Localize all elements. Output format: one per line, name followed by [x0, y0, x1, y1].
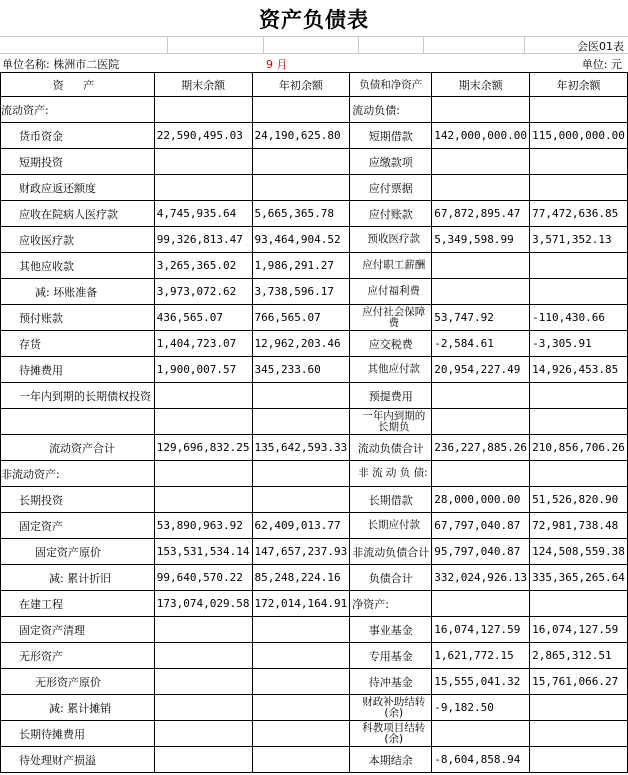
grid-line — [167, 37, 168, 53]
liability-end-value: -2,584.61 — [432, 331, 530, 357]
header-liab-end: 期末余额 — [432, 73, 530, 97]
liability-end-value: 16,074,127.59 — [432, 617, 530, 643]
header-grid-row — [0, 36, 628, 54]
asset-end-value — [154, 461, 252, 487]
liability-label: 流动负债: — [350, 97, 432, 123]
asset-begin-value — [252, 487, 350, 513]
asset-begin-value — [252, 409, 350, 435]
asset-begin-value — [252, 669, 350, 695]
liability-label: 待冲基金 — [350, 669, 432, 695]
report-month: 9 月 — [266, 58, 288, 71]
asset-label: 非流动资产: — [1, 461, 155, 487]
table-row — [1, 279, 628, 305]
asset-label: 减: 坏账准备 — [1, 279, 155, 305]
liability-end-value — [432, 721, 530, 747]
liability-begin-value — [530, 383, 628, 409]
liability-end-value — [432, 175, 530, 201]
asset-begin-value: 62,409,013.77 — [252, 513, 350, 539]
liability-label: 非 流 动 负 债: — [350, 461, 432, 487]
asset-label: 流动资产: — [1, 97, 155, 123]
asset-begin-value: 3,738,596.17 — [252, 279, 350, 305]
liability-label: 净资产: — [350, 591, 432, 617]
asset-begin-value — [252, 721, 350, 747]
liability-label: 流动负债合计 — [350, 435, 432, 461]
asset-label: 无形资产原价 — [1, 669, 155, 695]
liability-end-value — [432, 149, 530, 175]
liability-end-value: 332,024,926.13 — [432, 565, 530, 591]
asset-end-value: 153,531,534.14 — [154, 539, 252, 565]
asset-end-value — [154, 383, 252, 409]
asset-end-value: 4,745,935.64 — [154, 201, 252, 227]
liability-label: 财政补助结转(余) — [350, 695, 432, 721]
asset-end-value: 1,404,723.07 — [154, 331, 252, 357]
asset-end-value — [154, 695, 252, 721]
liability-label: 应付票据 — [350, 175, 432, 201]
table-row — [1, 513, 628, 539]
liability-begin-value: 15,761,066.27 — [530, 669, 628, 695]
asset-end-value — [154, 409, 252, 435]
asset-begin-value — [252, 383, 350, 409]
asset-end-value — [154, 747, 252, 773]
liability-begin-value: 51,526,820.90 — [530, 487, 628, 513]
grid-line — [423, 37, 424, 53]
liability-label: 应付福利费 — [350, 279, 432, 305]
asset-end-value — [154, 669, 252, 695]
liability-begin-value — [530, 409, 628, 435]
liability-label: 应交税费 — [350, 331, 432, 357]
asset-begin-value — [252, 149, 350, 175]
organization-name: 单位名称: 株洲市二医院 — [2, 58, 120, 71]
table-row — [1, 617, 628, 643]
liability-begin-value: -110,430.66 — [530, 305, 628, 331]
table-row — [1, 383, 628, 409]
report-title: 资产负债表 — [259, 7, 369, 32]
table-row — [1, 435, 628, 461]
liability-begin-value — [530, 461, 628, 487]
asset-begin-value: 5,665,365.78 — [252, 201, 350, 227]
asset-end-value: 99,640,570.22 — [154, 565, 252, 591]
liability-end-value: 1,621,772.15 — [432, 643, 530, 669]
table-row — [1, 149, 628, 175]
liability-end-value: -9,182.50 — [432, 695, 530, 721]
liability-label: 科教项目结转(余) — [350, 721, 432, 747]
asset-label: 流动资产合计 — [1, 435, 155, 461]
liability-end-value — [432, 279, 530, 305]
liability-label: 事业基金 — [350, 617, 432, 643]
table-row — [1, 331, 628, 357]
liability-begin-value — [530, 279, 628, 305]
asset-label: 存货 — [1, 331, 155, 357]
asset-begin-value: 172,014,164.91 — [252, 591, 350, 617]
table-row — [1, 461, 628, 487]
table-row — [1, 357, 628, 383]
liability-begin-value — [530, 591, 628, 617]
liability-begin-value: 124,508,559.38 — [530, 539, 628, 565]
asset-label: 预付账款 — [1, 305, 155, 331]
header-liab-begin: 年初余额 — [530, 73, 628, 97]
asset-end-value — [154, 97, 252, 123]
liability-begin-value: 3,571,352.13 — [530, 227, 628, 253]
asset-label: 应收医疗款 — [1, 227, 155, 253]
asset-begin-value: 135,642,593.33 — [252, 435, 350, 461]
liability-end-value — [432, 591, 530, 617]
form-number: 会医01表 — [577, 40, 624, 53]
asset-label: 长期待摊费用 — [1, 721, 155, 747]
liability-end-value: 5,349,598.99 — [432, 227, 530, 253]
liability-end-value — [432, 383, 530, 409]
liability-begin-value — [530, 175, 628, 201]
asset-begin-value: 12,962,203.46 — [252, 331, 350, 357]
liability-label: 预提费用 — [350, 383, 432, 409]
asset-begin-value — [252, 747, 350, 773]
asset-begin-value — [252, 695, 350, 721]
asset-end-value: 99,326,813.47 — [154, 227, 252, 253]
header-asset-begin: 年初余额 — [252, 73, 350, 97]
liability-begin-value: 72,981,738.48 — [530, 513, 628, 539]
liability-end-value — [432, 461, 530, 487]
asset-end-value: 53,890,963.92 — [154, 513, 252, 539]
liability-label: 预收医疗款 — [350, 227, 432, 253]
liability-label: 长期借款 — [350, 487, 432, 513]
liability-begin-value — [530, 149, 628, 175]
asset-begin-value: 345,233.60 — [252, 357, 350, 383]
asset-end-value: 129,696,832.25 — [154, 435, 252, 461]
liability-label: 应付社会保障费 — [350, 305, 432, 331]
asset-label: 无形资产 — [1, 643, 155, 669]
liability-label: 其他应付款 — [350, 357, 432, 383]
asset-label: 固定资产原价 — [1, 539, 155, 565]
table-row — [1, 747, 628, 773]
liability-end-value: 236,227,885.26 — [432, 435, 530, 461]
liability-label: 应付账款 — [350, 201, 432, 227]
liability-begin-value: 16,074,127.59 — [530, 617, 628, 643]
asset-begin-value — [252, 617, 350, 643]
asset-begin-value: 1,986,291.27 — [252, 253, 350, 279]
asset-begin-value: 24,190,625.80 — [252, 123, 350, 149]
liability-end-value: 67,872,895.47 — [432, 201, 530, 227]
asset-end-value: 173,074,029.58 — [154, 591, 252, 617]
liability-begin-value: 14,926,453.85 — [530, 357, 628, 383]
asset-label: 固定资产清理 — [1, 617, 155, 643]
table-row — [1, 123, 628, 149]
table-row — [1, 695, 628, 721]
asset-label: 一年内到期的长期债权投资 — [1, 383, 155, 409]
liability-begin-value: -3,305.91 — [530, 331, 628, 357]
asset-begin-value — [252, 643, 350, 669]
asset-label: 待处理财产损溢 — [1, 747, 155, 773]
asset-begin-value: 766,565.07 — [252, 305, 350, 331]
asset-label: 其他应收款 — [1, 253, 155, 279]
liability-label: 短期借款 — [350, 123, 432, 149]
liability-end-value: 28,000,000.00 — [432, 487, 530, 513]
table-row — [1, 539, 628, 565]
table-row — [1, 669, 628, 695]
table-row — [1, 227, 628, 253]
liability-begin-value: 115,000,000.00 — [530, 123, 628, 149]
asset-begin-value — [252, 97, 350, 123]
liability-end-value — [432, 253, 530, 279]
asset-end-value — [154, 487, 252, 513]
table-row — [1, 487, 628, 513]
liability-end-value — [432, 97, 530, 123]
asset-begin-value: 147,657,237.93 — [252, 539, 350, 565]
asset-begin-value — [252, 175, 350, 201]
liability-label: 专用基金 — [350, 643, 432, 669]
liability-begin-value — [530, 721, 628, 747]
asset-label: 财政应返还额度 — [1, 175, 155, 201]
liability-end-value: 142,000,000.00 — [432, 123, 530, 149]
table-row — [1, 591, 628, 617]
asset-begin-value — [252, 461, 350, 487]
asset-label: 长期投资 — [1, 487, 155, 513]
table-row — [1, 175, 628, 201]
liability-label: 非流动负债合计 — [350, 539, 432, 565]
liability-end-value: 95,797,040.87 — [432, 539, 530, 565]
liability-begin-value: 77,472,636.85 — [530, 201, 628, 227]
asset-begin-value: 85,248,224.16 — [252, 565, 350, 591]
table-row — [1, 305, 628, 331]
asset-end-value — [154, 149, 252, 175]
asset-end-value — [154, 721, 252, 747]
asset-label: 待摊费用 — [1, 357, 155, 383]
table-row — [1, 201, 628, 227]
liability-begin-value: 210,856,706.26 — [530, 435, 628, 461]
liability-end-value: 20,954,227.49 — [432, 357, 530, 383]
asset-label — [1, 409, 155, 435]
asset-begin-value: 93,464,904.52 — [252, 227, 350, 253]
header-liabilities: 负债和净资产 — [350, 73, 432, 97]
asset-end-value: 1,900,007.57 — [154, 357, 252, 383]
asset-end-value — [154, 643, 252, 669]
asset-label: 货币资金 — [1, 123, 155, 149]
header-asset-end: 期末余额 — [154, 73, 252, 97]
table-row — [1, 409, 628, 435]
currency-unit: 单位: 元 — [581, 58, 622, 71]
header-assets: 资 产 — [1, 73, 155, 97]
asset-end-value: 436,565.07 — [154, 305, 252, 331]
liability-begin-value — [530, 747, 628, 773]
liability-begin-value: 335,365,265.64 — [530, 565, 628, 591]
asset-label: 减: 累计摊销 — [1, 695, 155, 721]
asset-label: 减: 累计折旧 — [1, 565, 155, 591]
unit-row — [0, 54, 628, 72]
liability-label: 一年内到期的长期负 — [350, 409, 432, 435]
table-header-row — [1, 73, 628, 97]
balance-sheet-table — [0, 72, 628, 773]
liability-begin-value — [530, 97, 628, 123]
asset-end-value: 3,265,365.02 — [154, 253, 252, 279]
asset-end-value: 3,973,072.62 — [154, 279, 252, 305]
asset-end-value — [154, 617, 252, 643]
liability-label: 应付职工薪酬 — [350, 253, 432, 279]
table-row — [1, 565, 628, 591]
grid-line — [263, 37, 264, 53]
asset-label: 短期投资 — [1, 149, 155, 175]
liability-label: 本期结余 — [350, 747, 432, 773]
liability-label: 长期应付款 — [350, 513, 432, 539]
grid-line — [524, 37, 525, 53]
grid-line — [358, 37, 359, 53]
liability-begin-value — [530, 253, 628, 279]
liability-end-value: 67,797,040.87 — [432, 513, 530, 539]
liability-label: 负债合计 — [350, 565, 432, 591]
asset-label: 应收在院病人医疗款 — [1, 201, 155, 227]
table-row — [1, 253, 628, 279]
liability-label: 应缴款项 — [350, 149, 432, 175]
table-row — [1, 721, 628, 747]
liability-end-value: 53,747.92 — [432, 305, 530, 331]
asset-label: 固定资产 — [1, 513, 155, 539]
liability-end-value — [432, 409, 530, 435]
liability-begin-value — [530, 695, 628, 721]
table-row — [1, 97, 628, 123]
liability-end-value: 15,555,041.32 — [432, 669, 530, 695]
table-row — [1, 643, 628, 669]
liability-begin-value: 2,865,312.51 — [530, 643, 628, 669]
liability-end-value: -8,604,858.94 — [432, 747, 530, 773]
asset-end-value: 22,590,495.03 — [154, 123, 252, 149]
asset-label: 在建工程 — [1, 591, 155, 617]
asset-end-value — [154, 175, 252, 201]
